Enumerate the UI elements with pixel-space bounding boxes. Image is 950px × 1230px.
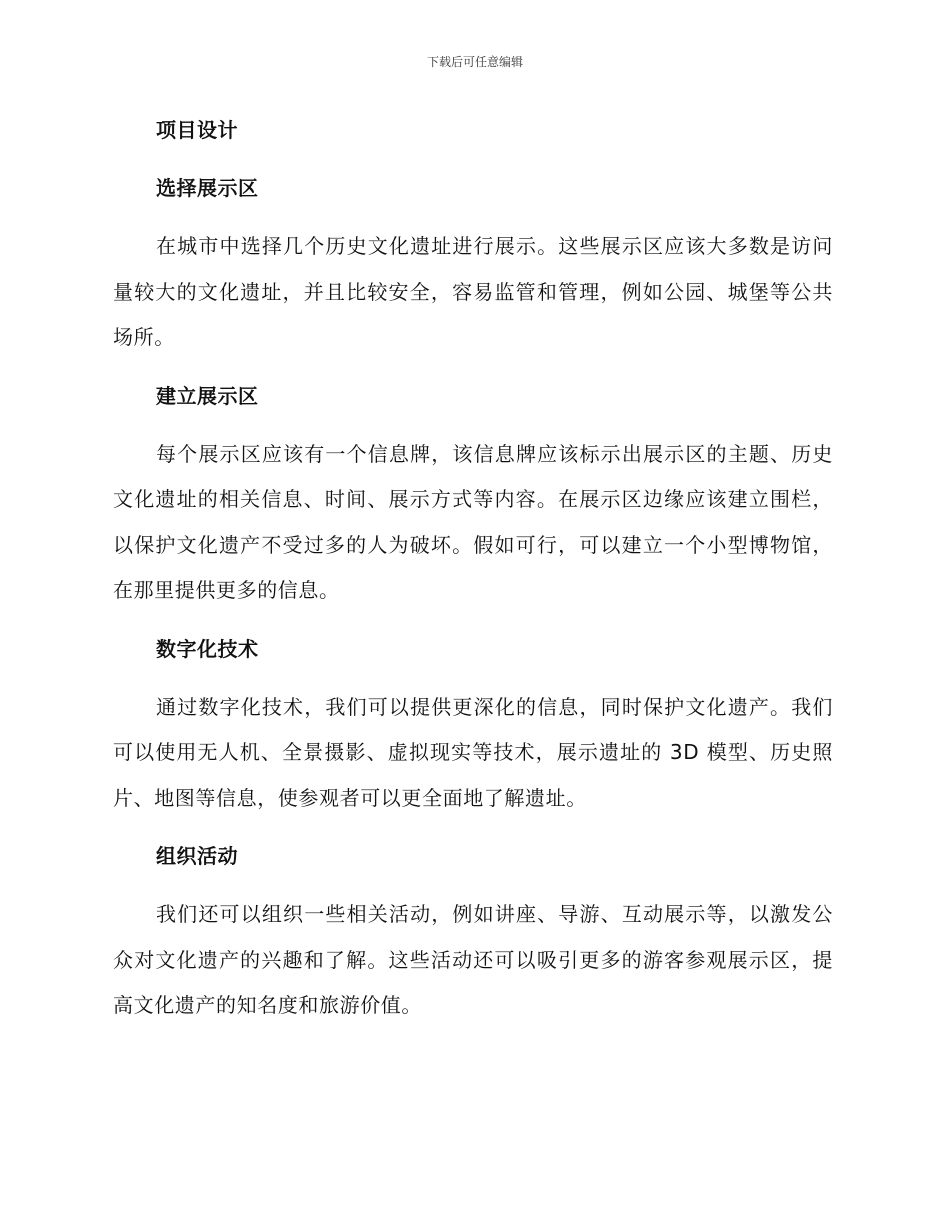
section-activities bbox=[113, 834, 833, 1029]
section-paragraph: 我们还可以组织一些相关活动，例如讲座、导游、互动展示等，以激发公众对文化遗产的兴趣和了解。这些活动还可以吸引更多的游客参观展示区，提高文化遗产的知名度和旅游价值。 bbox=[113, 902, 833, 1017]
section-paragraph: 在城市中选择几个历史文化遗址进行展示。这些展示区应该大多数是访问量较大的文化遗址，并且比较安全，容易监管和管理，例如公园、城堡等公共场所。 bbox=[113, 234, 833, 349]
section-heading: 组织活动 bbox=[156, 844, 238, 868]
page-header-note: 下载后可任意编辑 bbox=[426, 55, 523, 69]
section-paragraph: 通过数字化技术，我们可以提供更深化的信息，同时保护文化遗产。我们可以使用无人机、全景摄影、虚拟现实等技术，展示遗址的 3D 模型、历史照片、地图等信息，使参观者可以更全面地了解遗址。 bbox=[113, 694, 833, 810]
section-paragraph: 每个展示区应该有一个信息牌，该信息牌应该标示出展示区的主题、历史文化遗址的相关信息、时间、展示方式等内容。在展示区边缘应该建立围栏，以保护文化遗产不受过多的人为破坏。假如可行，可以建立一个小型博物馆，在那里提供更多的信息。 bbox=[113, 441, 833, 602]
section-heading: 数字化技术 bbox=[156, 636, 259, 661]
document-title: 项目设计 bbox=[156, 118, 238, 142]
document-body bbox=[113, 108, 833, 1042]
section-build-area bbox=[113, 374, 833, 614]
section-select-area bbox=[113, 166, 833, 361]
section-heading: 选择展示区 bbox=[156, 176, 259, 200]
section-digital-tech bbox=[113, 627, 833, 822]
section-heading: 建立展示区 bbox=[156, 383, 259, 408]
